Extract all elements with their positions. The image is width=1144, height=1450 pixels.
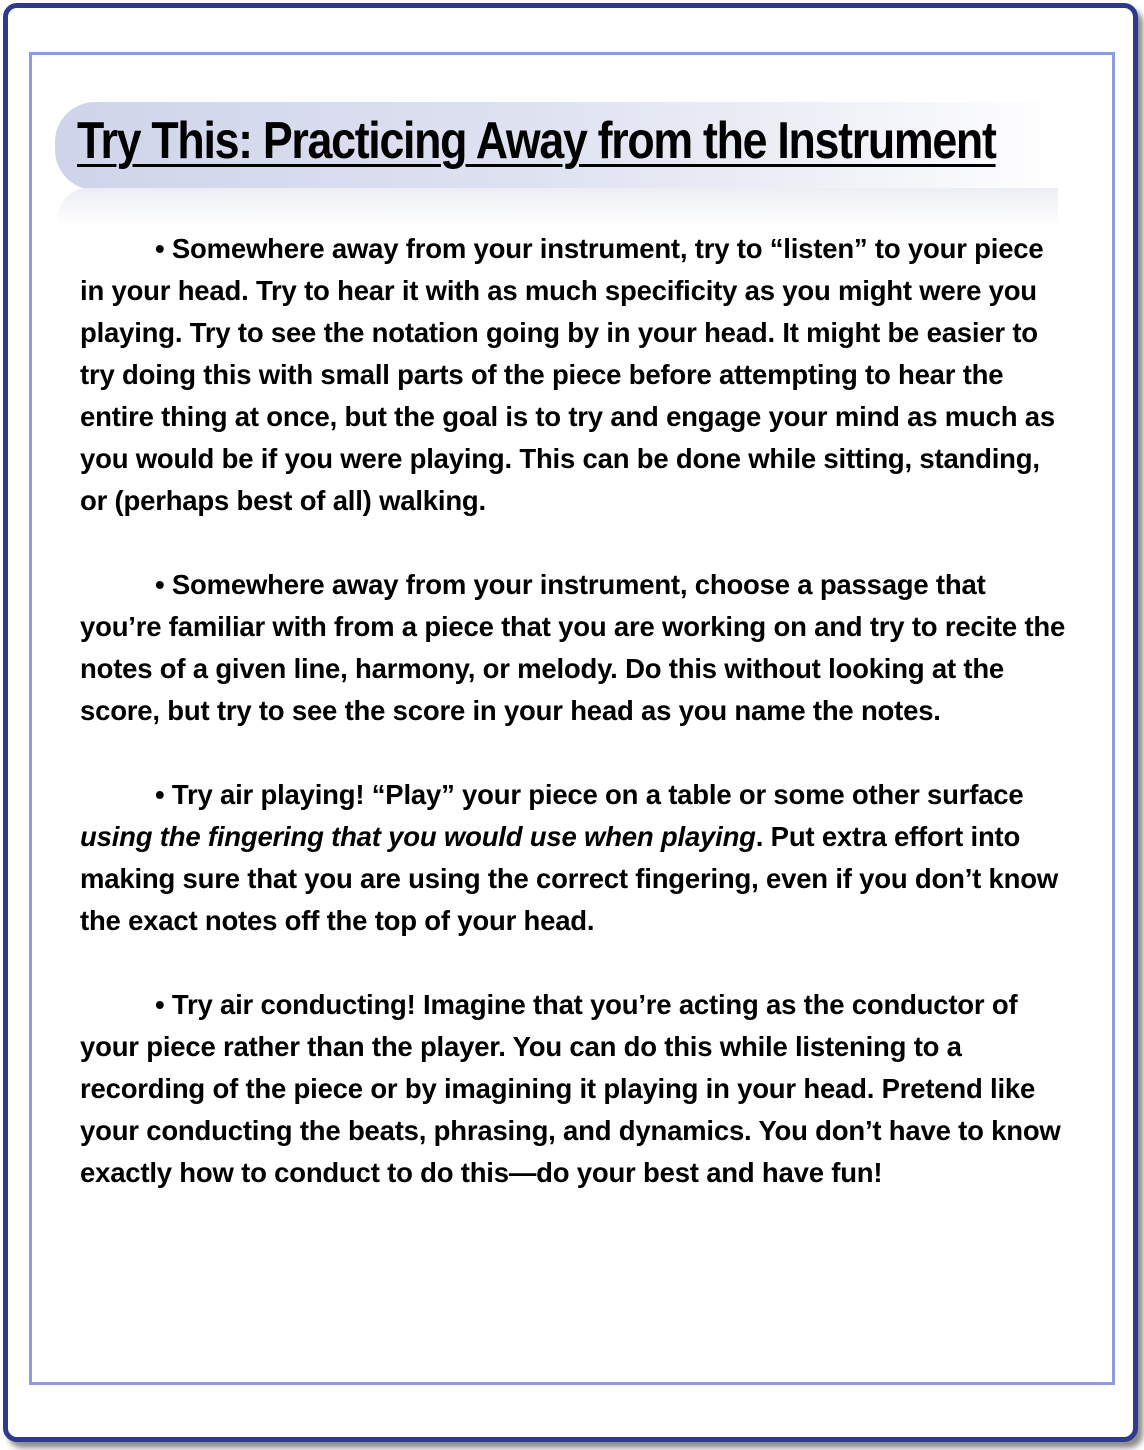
bullet-glyph: • xyxy=(155,569,165,600)
tip-recite-notes xyxy=(80,564,1070,732)
tip-text: Try air conducting! Imagine that you’re acting as the conductor of your piece rather than the player. You can do this while listening to a recording of the piece or by imagining it playing in your head. Pretend like your conducting the beats, phrasing, and dynamics. You don’t have to know exactly how to conduct to do this—do your best and have fun! xyxy=(80,989,1061,1188)
tip-listen xyxy=(80,228,1070,522)
tip-text: Try air playing! “Play” your piece on a table or some other surface xyxy=(171,779,1024,810)
bullet-glyph: • xyxy=(155,989,165,1020)
tip-emphasis: using the fingering that you would use when playing xyxy=(80,821,756,852)
title-banner-reflection xyxy=(58,188,1058,226)
bullet-glyph: • xyxy=(155,779,165,810)
tip-text: Somewhere away from your instrument, choose a passage that you’re familiar with from a piece that you are working on and try to recite the notes of a given line, harmony, or melody. Do this without looking at the score, but try to see the score in your head as you name the notes. xyxy=(80,569,1066,726)
tip-air-conducting xyxy=(80,984,1070,1194)
tip-text: Somewhere away from your instrument, try to “listen” to your piece in your head. Try to hear it with as much specificity as you might were you playing. Try to see the notation going by in your head. It might be easier to try doing this with small parts of the piece before attempting to hear the entire thing at once, but the goal is to try and engage your mind as much as you would be if you were playing. This can be done while sitting, standing, or (perhaps best of all) walking. xyxy=(80,233,1055,516)
tips-list xyxy=(80,228,1070,1194)
bullet-glyph: • xyxy=(155,233,165,264)
tip-text-continued: . Put extra effort into making sure that you are using the correct fingering, even if you don’t know the exact notes off the top of your head. xyxy=(80,821,1059,936)
tip-air-playing xyxy=(80,774,1070,942)
page-title: Try This: Practicing Away from the Instrument xyxy=(77,112,996,170)
